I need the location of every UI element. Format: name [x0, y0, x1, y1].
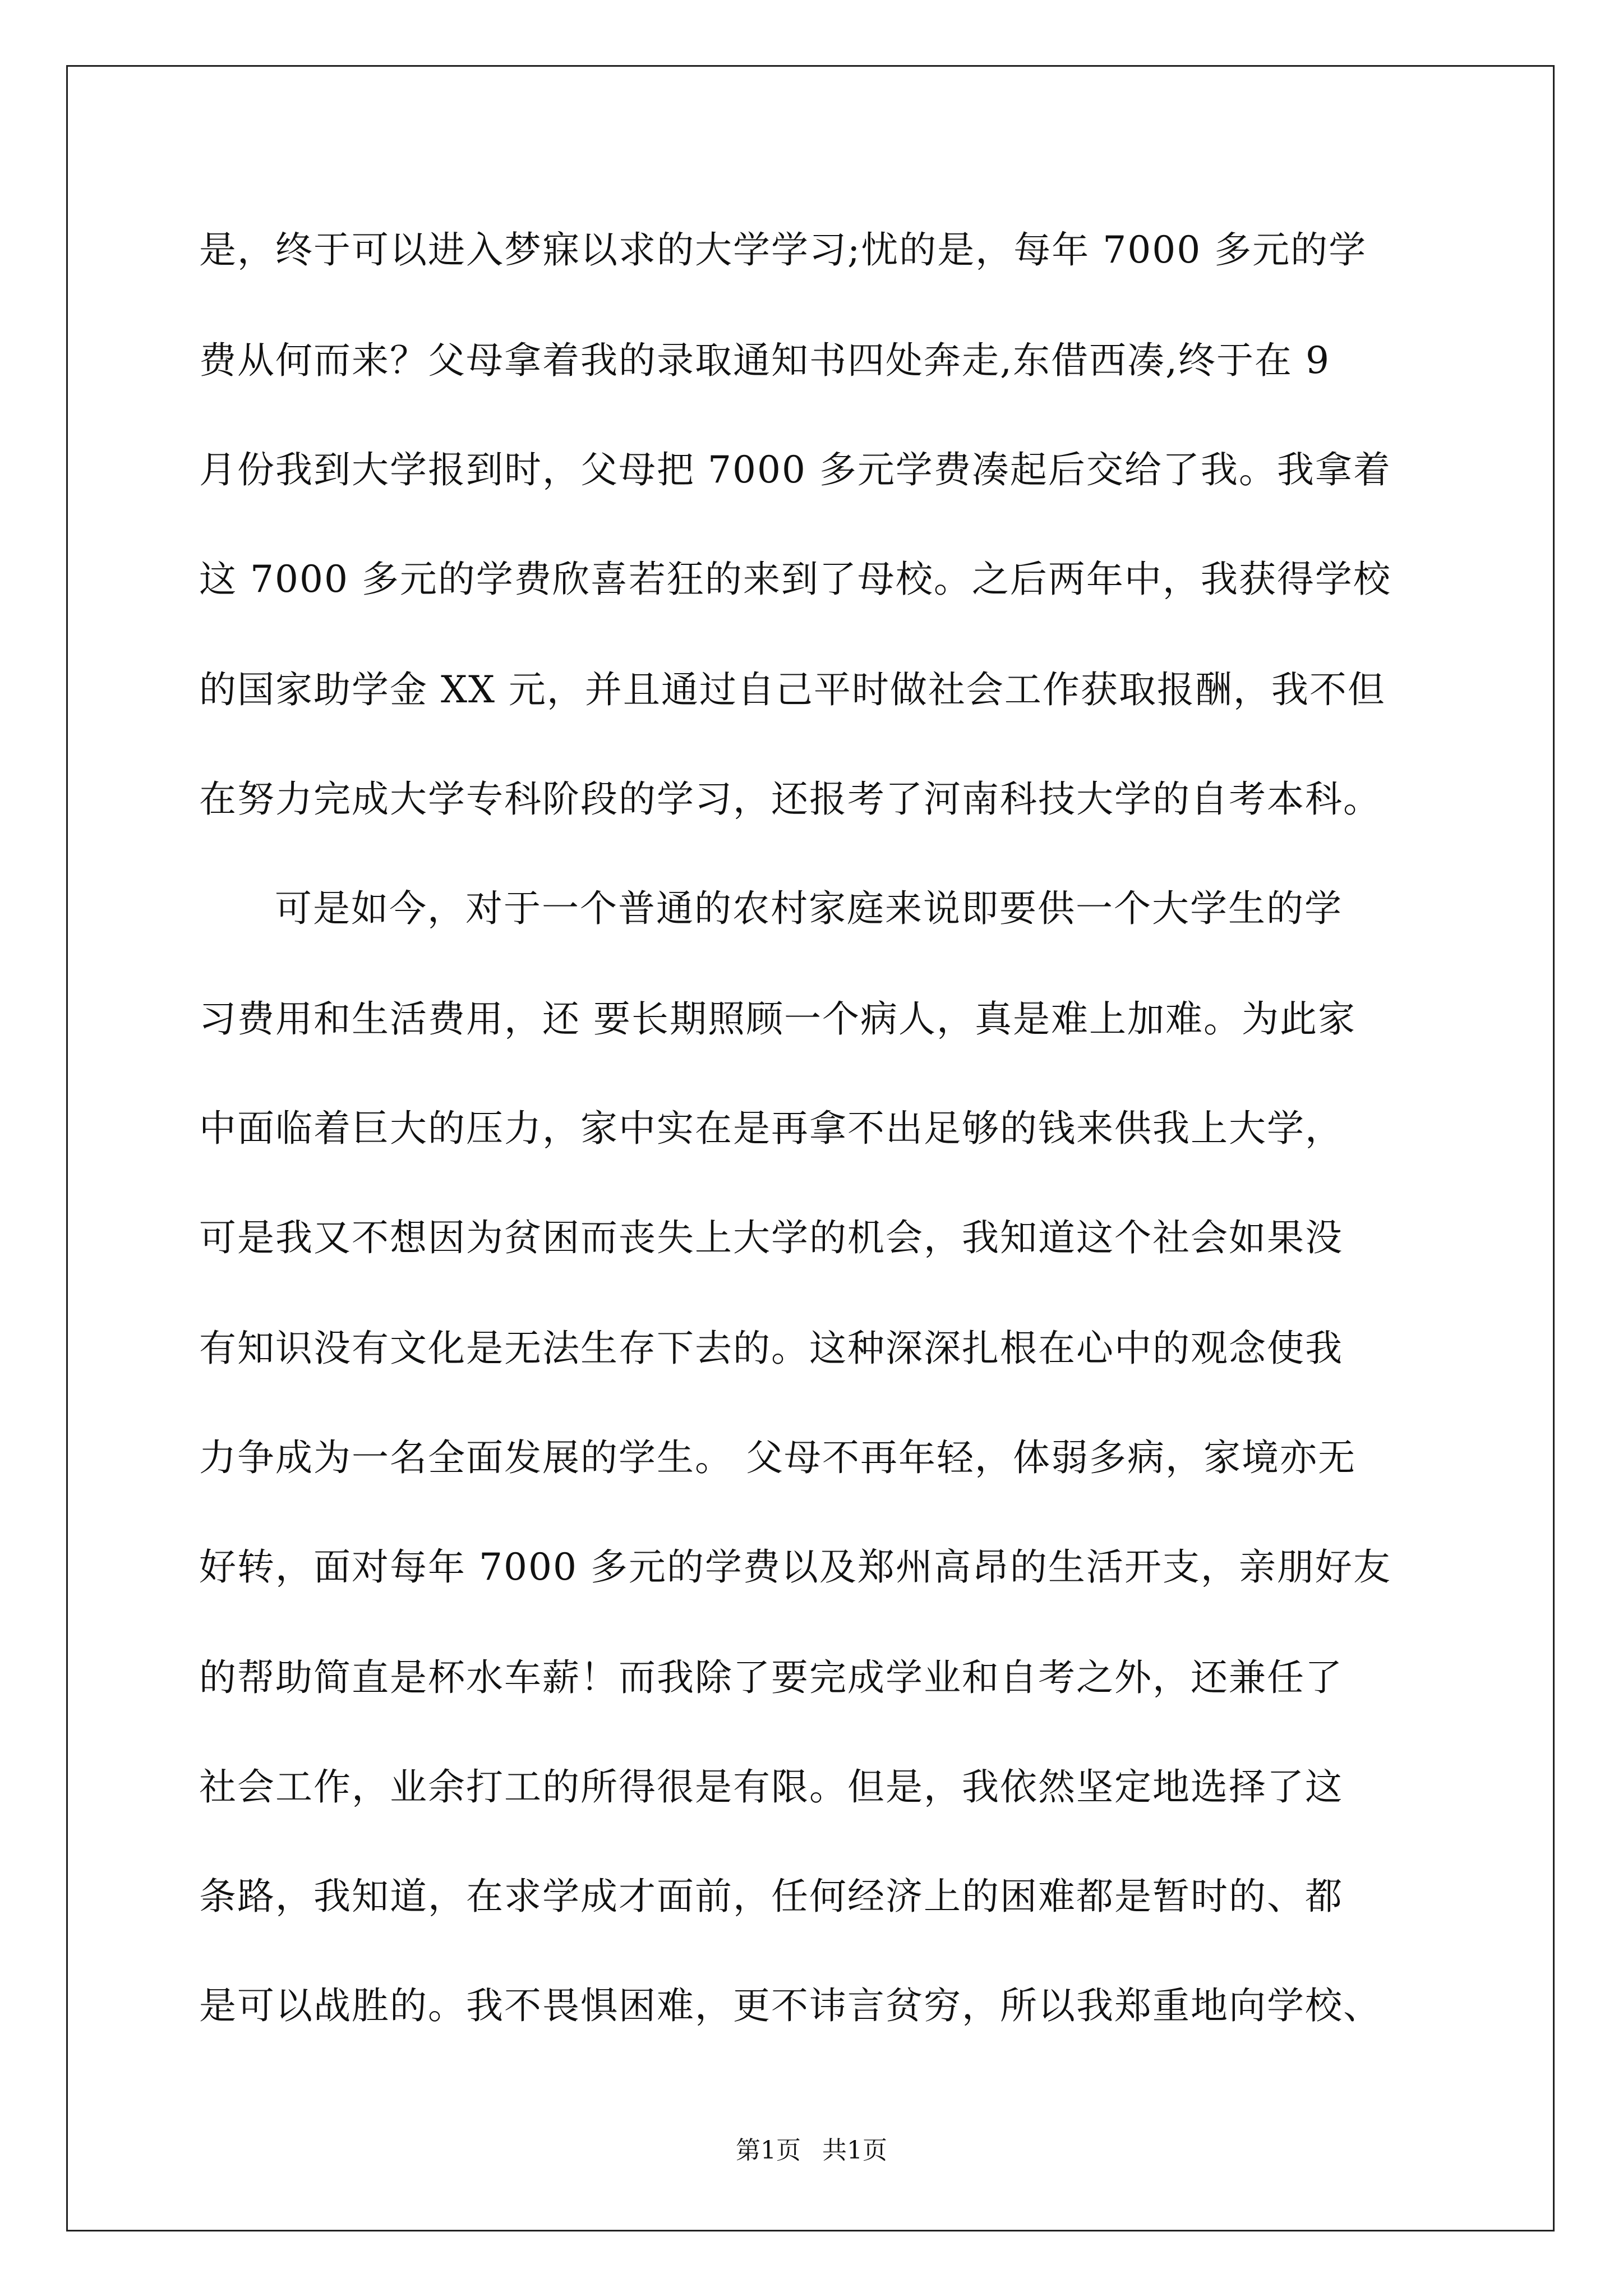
text-line: 可是我又不想因为贫困而丧失上大学的机会，我知道这个社会如果没 [199, 1216, 1343, 1259]
page-total: 共1页 [822, 2136, 887, 2165]
text-line: 中面临着巨大的压力，家中实在是再拿不出足够的钱来供我上大学， [199, 1107, 1343, 1150]
text-line: 力争成为一名全面发展的学生。 父母不再年轻，体弱多病，家境亦无 [199, 1436, 1356, 1479]
text-line: 社会工作，业余打工的所得很是有限。但是，我依然坚定地选择了这 [199, 1765, 1343, 1809]
text-line: 的国家助学金 XX 元，并且通过自己平时做社会工作获取报酬，我不但 [199, 668, 1386, 711]
text-line: 好转，面对每年 7000 多元的学费以及郑州高昂的生活开支，亲朋好友 [199, 1545, 1391, 1589]
text-line: 条路，我知道，在求学成才面前，任何经济上的困难都是暂时的、都 [199, 1875, 1343, 1918]
paragraph-start-line: 可是如今，对于一个普通的农村家庭来说即要供一个大学生的学 [275, 887, 1343, 930]
text-line: 的帮助简直是杯水车薪！而我除了要完成学业和自考之外，还兼任了 [199, 1656, 1343, 1699]
text-line: 是可以战胜的。我不畏惧困难，更不讳言贫穷，所以我郑重地向学校、 [199, 1984, 1381, 2027]
text-line: 习费用和生活费用，还 要长期照顾一个病人，真是难上加难。为此家 [199, 997, 1356, 1041]
text-line: 是，终于可以进入梦寐以求的大学学习;忧的是，每年 7000 多元的学 [199, 228, 1367, 272]
text-line: 费从何而来？父母拿着我的录取通知书四处奔走,东借西凑,终于在 9 [199, 339, 1330, 382]
text-line: 在努力完成大学专科阶段的学习，还报考了河南科技大学的自考本科。 [199, 777, 1381, 821]
page-number: 第1页 [736, 2136, 801, 2165]
page-footer [0, 2135, 1623, 2166]
text-line: 这 7000 多元的学费欣喜若狂的来到了母校。之后两年中，我获得学校 [199, 558, 1391, 601]
text-line: 有知识没有文化是无法生存下去的。这种深深扎根在心中的观念使我 [199, 1327, 1343, 1370]
text-line: 月份我到大学报到时，父母把 7000 多元学费凑起后交给了我。我拿着 [199, 448, 1391, 491]
